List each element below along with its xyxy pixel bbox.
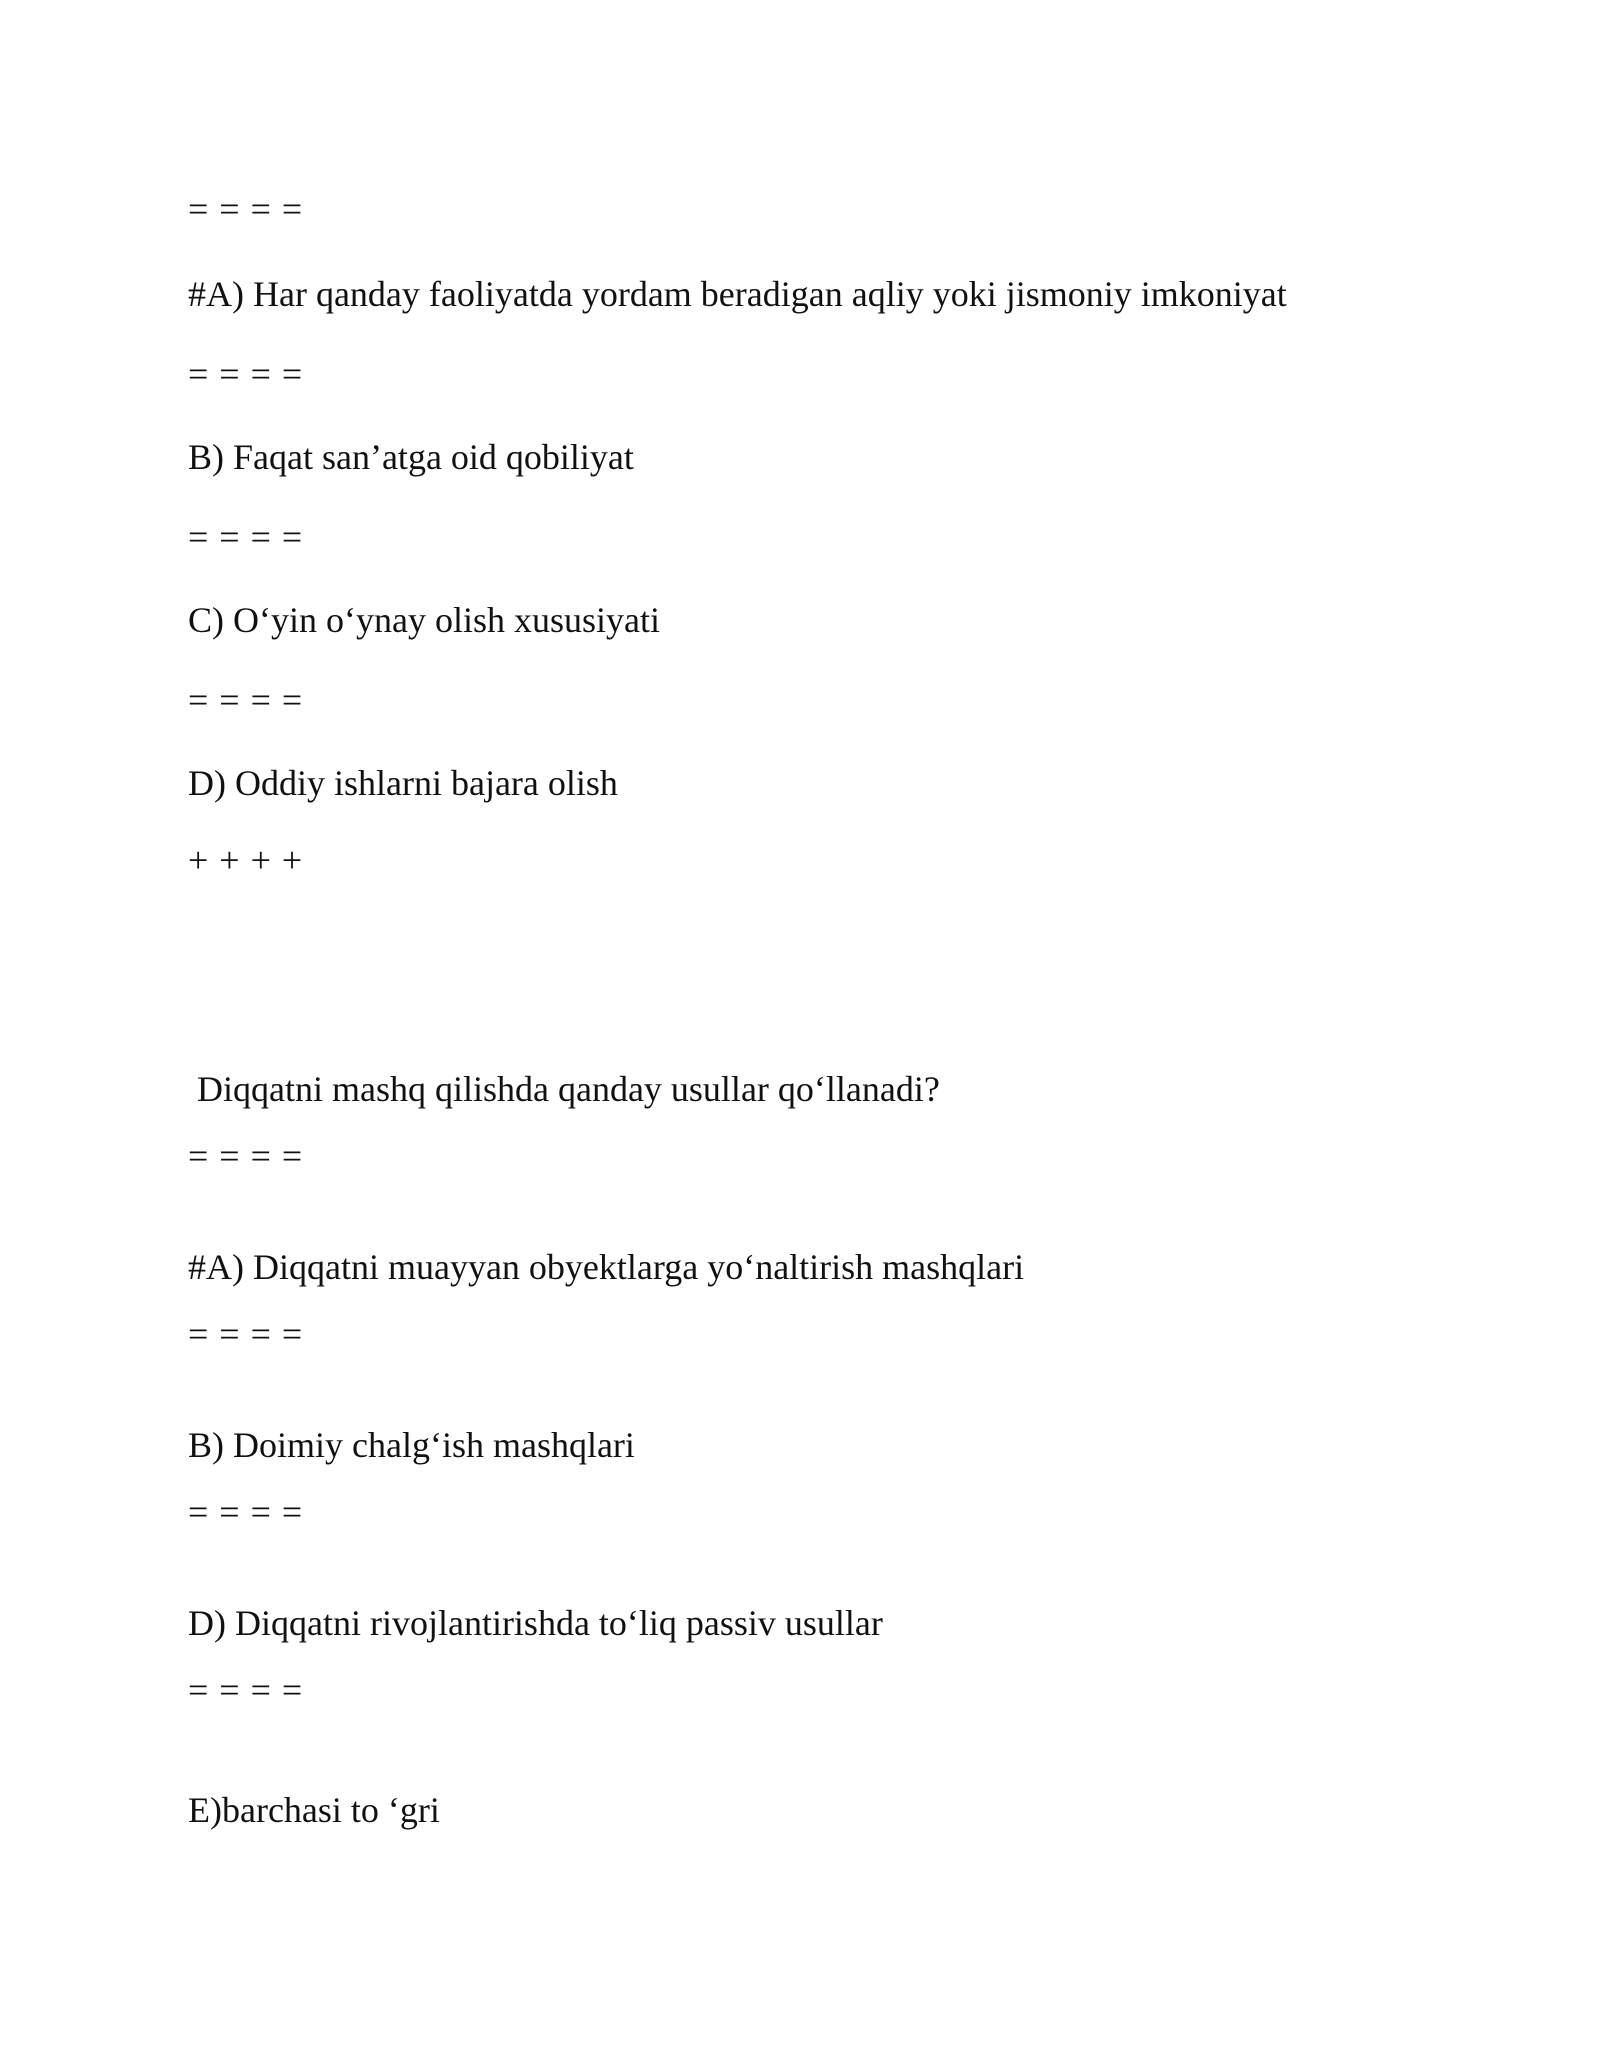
answer-option-b: B) Faqat san’atga oid qobiliyat <box>188 437 634 477</box>
answer-option-c: C) O‘yin o‘ynay olish xususiyati <box>188 600 660 640</box>
answer-option-d: D) Oddiy ishlarni bajara olish <box>188 763 618 803</box>
answer-option-a: #A) Har qanday faoliyatda yordam beradigan aqliy yoki jismoniy imkoniyat <box>188 274 1287 314</box>
question-text: Diqqatni mashq qilishda qanday usullar qo‘llanadi? <box>197 1069 940 1109</box>
answer-option-a: #A) Diqqatni muayyan obyektlarga yo‘naltirish mashqlari <box>188 1247 1025 1287</box>
separator: = = = = <box>188 354 304 394</box>
separator: = = = = <box>188 1136 304 1176</box>
answer-option-b: B) Doimiy chalg‘ish mashqlari <box>188 1425 635 1465</box>
end-marker: + + + + <box>188 840 304 880</box>
separator: = = = = <box>188 517 304 557</box>
separator: = = = = <box>188 1492 304 1532</box>
separator: = = = = <box>188 680 304 720</box>
separator: = = = = <box>188 1314 304 1354</box>
separator: = = = = <box>188 189 304 229</box>
separator: = = = = <box>188 1670 304 1710</box>
answer-option-e: E)barchasi to ‘gri <box>188 1790 440 1830</box>
answer-option-d: D) Diqqatni rivojlantirishda to‘liq passiv usullar <box>188 1603 883 1643</box>
